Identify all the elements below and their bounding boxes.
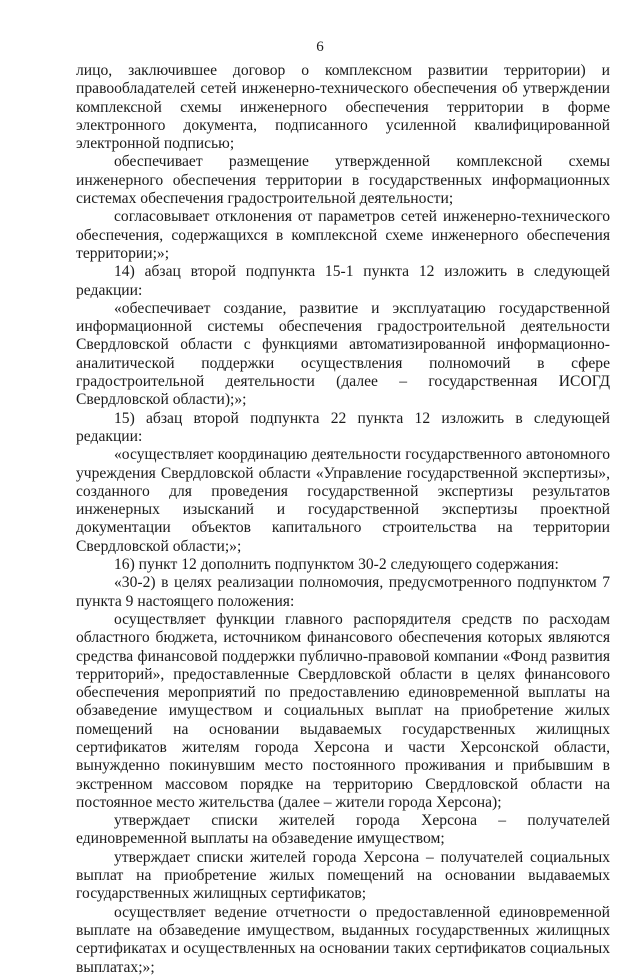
paragraph: 15) абзац второй подпункта 22 пункта 12 изложить в следующей редакции:: [76, 409, 610, 445]
page-number: 6: [316, 39, 324, 55]
paragraph: лицо, заключившее договор о комплексном развитии территории) и правообладателей сетей инженерно-технического обеспечения об утверждении комплексной схемы инженерного обеспечения территории в форме электронного документа, подписанного усиленной квалифицированной электронной подписью;: [76, 62, 610, 153]
paragraph: осуществляет ведение отчетности о предоставленной единовременной выплате на обзаведение имуществом, выданных государственных жилищных сертификатах и осуществленных на основании таких сертификатов социальных выплатах;»;: [76, 903, 610, 976]
paragraph: осуществляет функции главного распорядителя средств по расходам областного бюджета, источником финансового обеспечения которых являются средства финансовой поддержки публично-правовой компании «Фонд развития территорий», предоставленные Свердловской области в целях финансового обеспечения мероприятий по предоставлению единовременной выплаты на обзаведение имуществом и социальных выплат на приобретение жилых помещений на основании выдаваемых государственных жилищных сертификатов жителям города Херсона и части Херсонской области, вынужденно покинувшим место постоянного проживания и прибывшим в экстренном массовом порядке на территорию Свердловской области на постоянное место жительства (далее – жители города Херсона);: [76, 610, 610, 811]
paragraph: «30-2) в целях реализации полномочия, предусмотренного подпунктом 7 пункта 9 настоящего положения:: [76, 574, 610, 610]
paragraph: «осуществляет координацию деятельности государственного автономного учреждения Свердловской области «Управление государственной экспертизы», созданного для проведения государственной экспертизы результатов инженерных изысканий и государственной экспертизы проектной документации объектов капитального строительства на территории Свердловской области;»;: [76, 446, 610, 555]
paragraph: утверждает списки жителей города Херсона – получателей социальных выплат на приобретение жилых помещений на основании выдаваемых государственных жилищных сертификатов;: [76, 848, 610, 903]
paragraph: обеспечивает размещение утвержденной комплексной схемы инженерного обеспечения территории в государственных информационных системах обеспечения градостроительной деятельности;: [76, 153, 610, 208]
paragraph: согласовывает отклонения от параметров сетей инженерно-технического обеспечения, содержащихся в комплексной схеме инженерного обеспечения территории;»;: [76, 208, 610, 262]
paragraph: 14) абзац второй подпункта 15-1 пункта 12 изложить в следующей редакции:: [76, 263, 610, 299]
paragraph: «обеспечивает создание, развитие и эксплуатацию государственной информационной системы обеспечения градостроительной деятельности Свердловской области с функциями автоматизированной информационно-аналитической поддержки осуществления полномочий в сфере градостроительной деятельности (далее – государственная ИСОГД Свердловской области);»;: [76, 299, 610, 409]
paragraph: 16) пункт 12 дополнить подпунктом 30-2 следующего содержания:: [114, 556, 559, 574]
document-body: [76, 62, 610, 977]
paragraph: утверждает списки жителей города Херсона – получателей единовременной выплаты на обзаведение имуществом;: [76, 812, 610, 848]
